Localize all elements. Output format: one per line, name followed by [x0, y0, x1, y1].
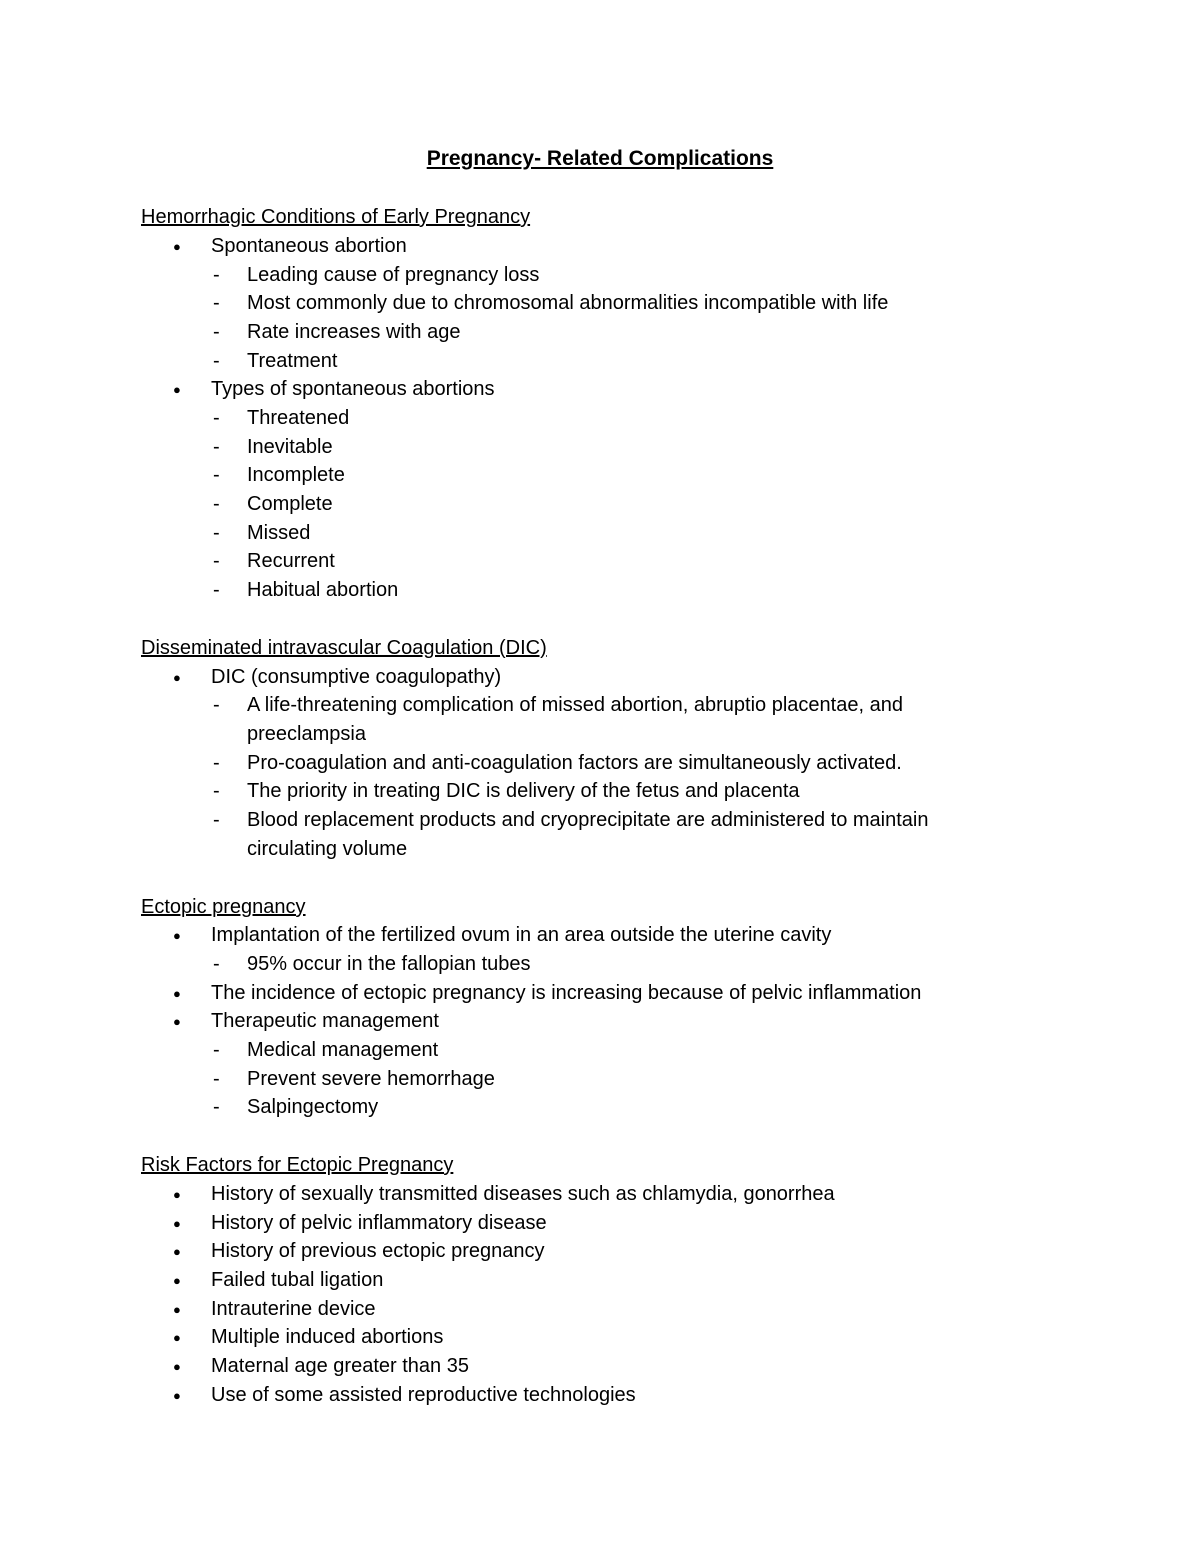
list-item: - Habitual abortion	[247, 576, 398, 605]
list-item: ● Intrauterine device	[211, 1295, 376, 1324]
list-item: - Blood replacement products and cryoprecipitate are administered to maintain	[247, 806, 928, 835]
list-item: - Medical management	[247, 1036, 438, 1065]
list-item: - Salpingectomy	[247, 1093, 378, 1122]
list-item: ● Maternal age greater than 35	[211, 1352, 469, 1381]
bullet-therapeutic-management: ● Therapeutic management	[211, 1007, 439, 1036]
list-item: - Complete	[247, 490, 333, 519]
list-item: ● Use of some assisted reproductive technologies	[211, 1381, 636, 1410]
list-item: ● History of pelvic inflammatory disease	[211, 1209, 547, 1238]
list-item: - Rate increases with age	[247, 318, 460, 347]
list-item: - A life-threatening complication of missed abortion, abruptio placentae, and	[247, 691, 903, 720]
list-item: ● History of sexually transmitted diseases such as chlamydia, gonorrhea	[211, 1180, 835, 1209]
list-item: - 95% occur in the fallopian tubes	[247, 950, 531, 979]
list-item-continuation: preeclampsia	[247, 723, 366, 745]
list-item: - Prevent severe hemorrhage	[247, 1065, 495, 1094]
list-item: ● History of previous ectopic pregnancy	[211, 1237, 545, 1266]
bullet-spontaneous-abortion: ● Spontaneous abortion	[211, 232, 407, 261]
list-item: - Recurrent	[247, 547, 335, 576]
list-item: - Leading cause of pregnancy loss	[247, 261, 539, 290]
list-item: ● Failed tubal ligation	[211, 1266, 383, 1295]
list-item-continuation: circulating volume	[247, 838, 408, 860]
section-heading-dic: Disseminated intravascular Coagulation (DIC)	[141, 637, 547, 659]
list-item: - Incomplete	[247, 461, 345, 490]
list-item: - The priority in treating DIC is delivery of the fetus and placenta	[247, 777, 800, 806]
section-heading-ectopic: Ectopic pregnancy	[141, 896, 306, 918]
section-heading-risk-factors: Risk Factors for Ectopic Pregnancy	[141, 1154, 454, 1176]
list-item: - Most commonly due to chromosomal abnormalities incompatible with life	[247, 289, 888, 318]
list-item: - Treatment	[247, 347, 337, 376]
page-title: Pregnancy- Related Complications	[426, 147, 774, 170]
list-item: - Inevitable	[247, 433, 333, 462]
bullet-incidence: ● The incidence of ectopic pregnancy is increasing because of pelvic inflammation	[211, 979, 921, 1008]
bullet-types-of-abortions: ● Types of spontaneous abortions	[211, 375, 495, 404]
list-item: - Pro-coagulation and anti-coagulation factors are simultaneously activated.	[247, 749, 902, 778]
bullet-implantation: ● Implantation of the fertilized ovum in an area outside the uterine cavity	[211, 921, 831, 950]
section-heading-hemorrhagic: Hemorrhagic Conditions of Early Pregnancy	[141, 206, 531, 228]
list-item: ● Multiple induced abortions	[211, 1323, 443, 1352]
list-item: - Threatened	[247, 404, 349, 433]
list-item: - Missed	[247, 519, 310, 548]
bullet-dic: ● DIC (consumptive coagulopathy)	[211, 663, 501, 692]
